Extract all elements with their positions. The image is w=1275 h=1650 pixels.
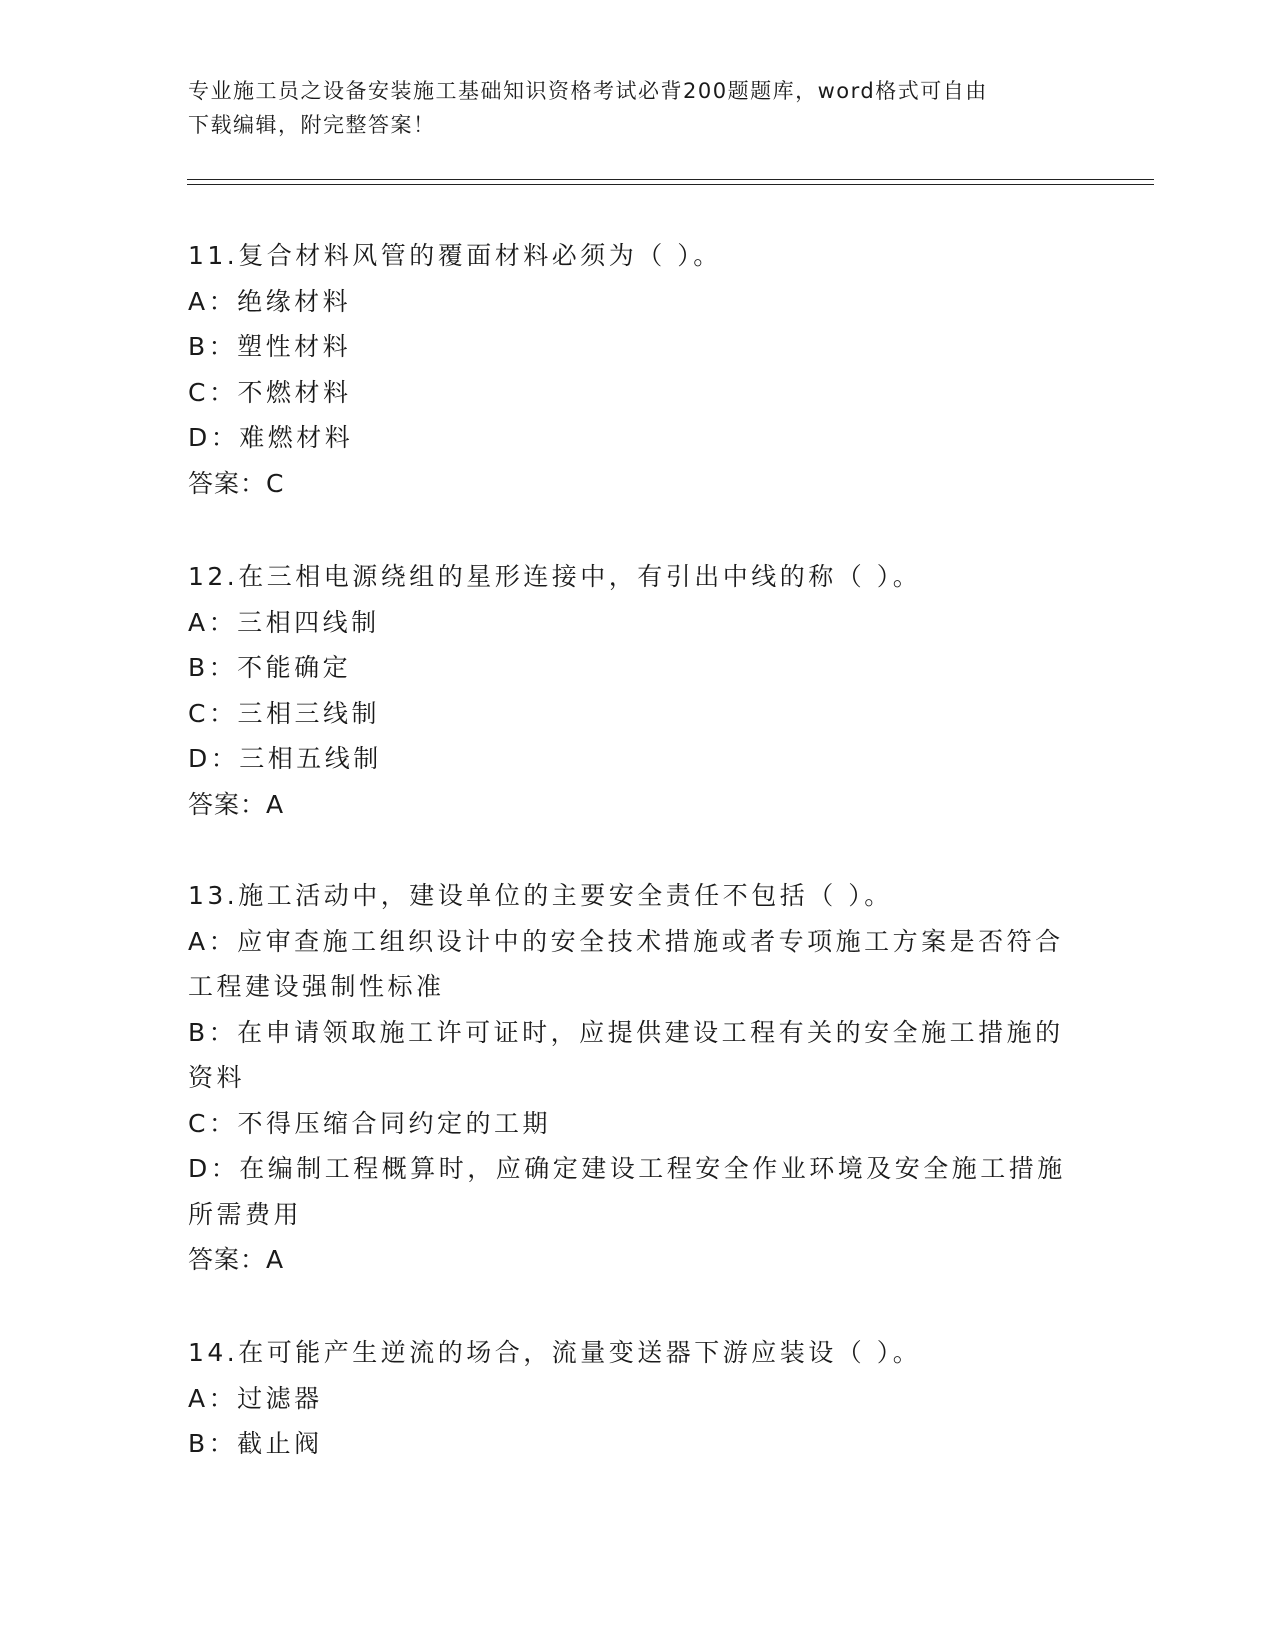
question-stem: 12.在三相电源绕组的星形连接中，有引出中线的称（ ）。 xyxy=(188,562,922,591)
header-divider-top xyxy=(187,179,1154,180)
option-d: D：三相五线制 xyxy=(188,744,382,773)
option-a-continued: 工程建设强制性标准 xyxy=(188,972,445,1001)
answer: 答案：C xyxy=(188,468,285,498)
header-divider-bottom xyxy=(187,184,1154,185)
option-d: D：在编制工程概算时，应确定建设工程安全作业环境及安全施工措施 xyxy=(188,1154,1066,1183)
answer: 答案：A xyxy=(188,1245,285,1274)
option-a: A：三相四线制 xyxy=(188,607,380,637)
option-c: C：三相三线制 xyxy=(188,698,380,728)
option-b: B：在申请领取施工许可证时，应提供建设工程有关的安全施工措施的 xyxy=(188,1017,1064,1047)
option-b: B：截止阀 xyxy=(188,1429,323,1458)
question-stem: 11.复合材料风管的覆面材料必须为（ ）。 xyxy=(188,241,722,270)
option-d: D：难燃材料 xyxy=(188,423,354,452)
question-stem: 13.施工活动中，建设单位的主要安全责任不包括（ ）。 xyxy=(188,881,893,910)
question-stem: 14.在可能产生逆流的场合，流量变送器下游应装设（ ）。 xyxy=(188,1338,922,1367)
document-header xyxy=(188,74,1088,142)
option-a: A：过滤器 xyxy=(188,1383,323,1413)
option-b: B：塑性材料 xyxy=(188,332,352,361)
option-b: B：不能确定 xyxy=(188,653,352,682)
question-11 xyxy=(188,233,1078,506)
header-line-2: 下载编辑，附完整答案！ xyxy=(188,113,436,137)
option-d-continued: 所需费用 xyxy=(188,1199,303,1229)
option-c: C：不燃材料 xyxy=(188,377,352,407)
answer: 答案：A xyxy=(188,789,285,819)
option-a: A：应审查施工组织设计中的安全技术措施或者专项施工方案是否符合 xyxy=(188,926,1064,956)
option-c: C：不得压缩合同约定的工期 xyxy=(188,1108,551,1138)
header-line-1: 专业施工员之设备安装施工基础知识资格考试必背200题题库，word格式可自由 xyxy=(188,79,988,103)
question-14 xyxy=(188,1330,1078,1467)
option-a: A：绝缘材料 xyxy=(188,286,352,316)
question-13 xyxy=(188,873,1078,1283)
option-b-continued: 资料 xyxy=(188,1063,246,1092)
question-12 xyxy=(188,554,1078,827)
